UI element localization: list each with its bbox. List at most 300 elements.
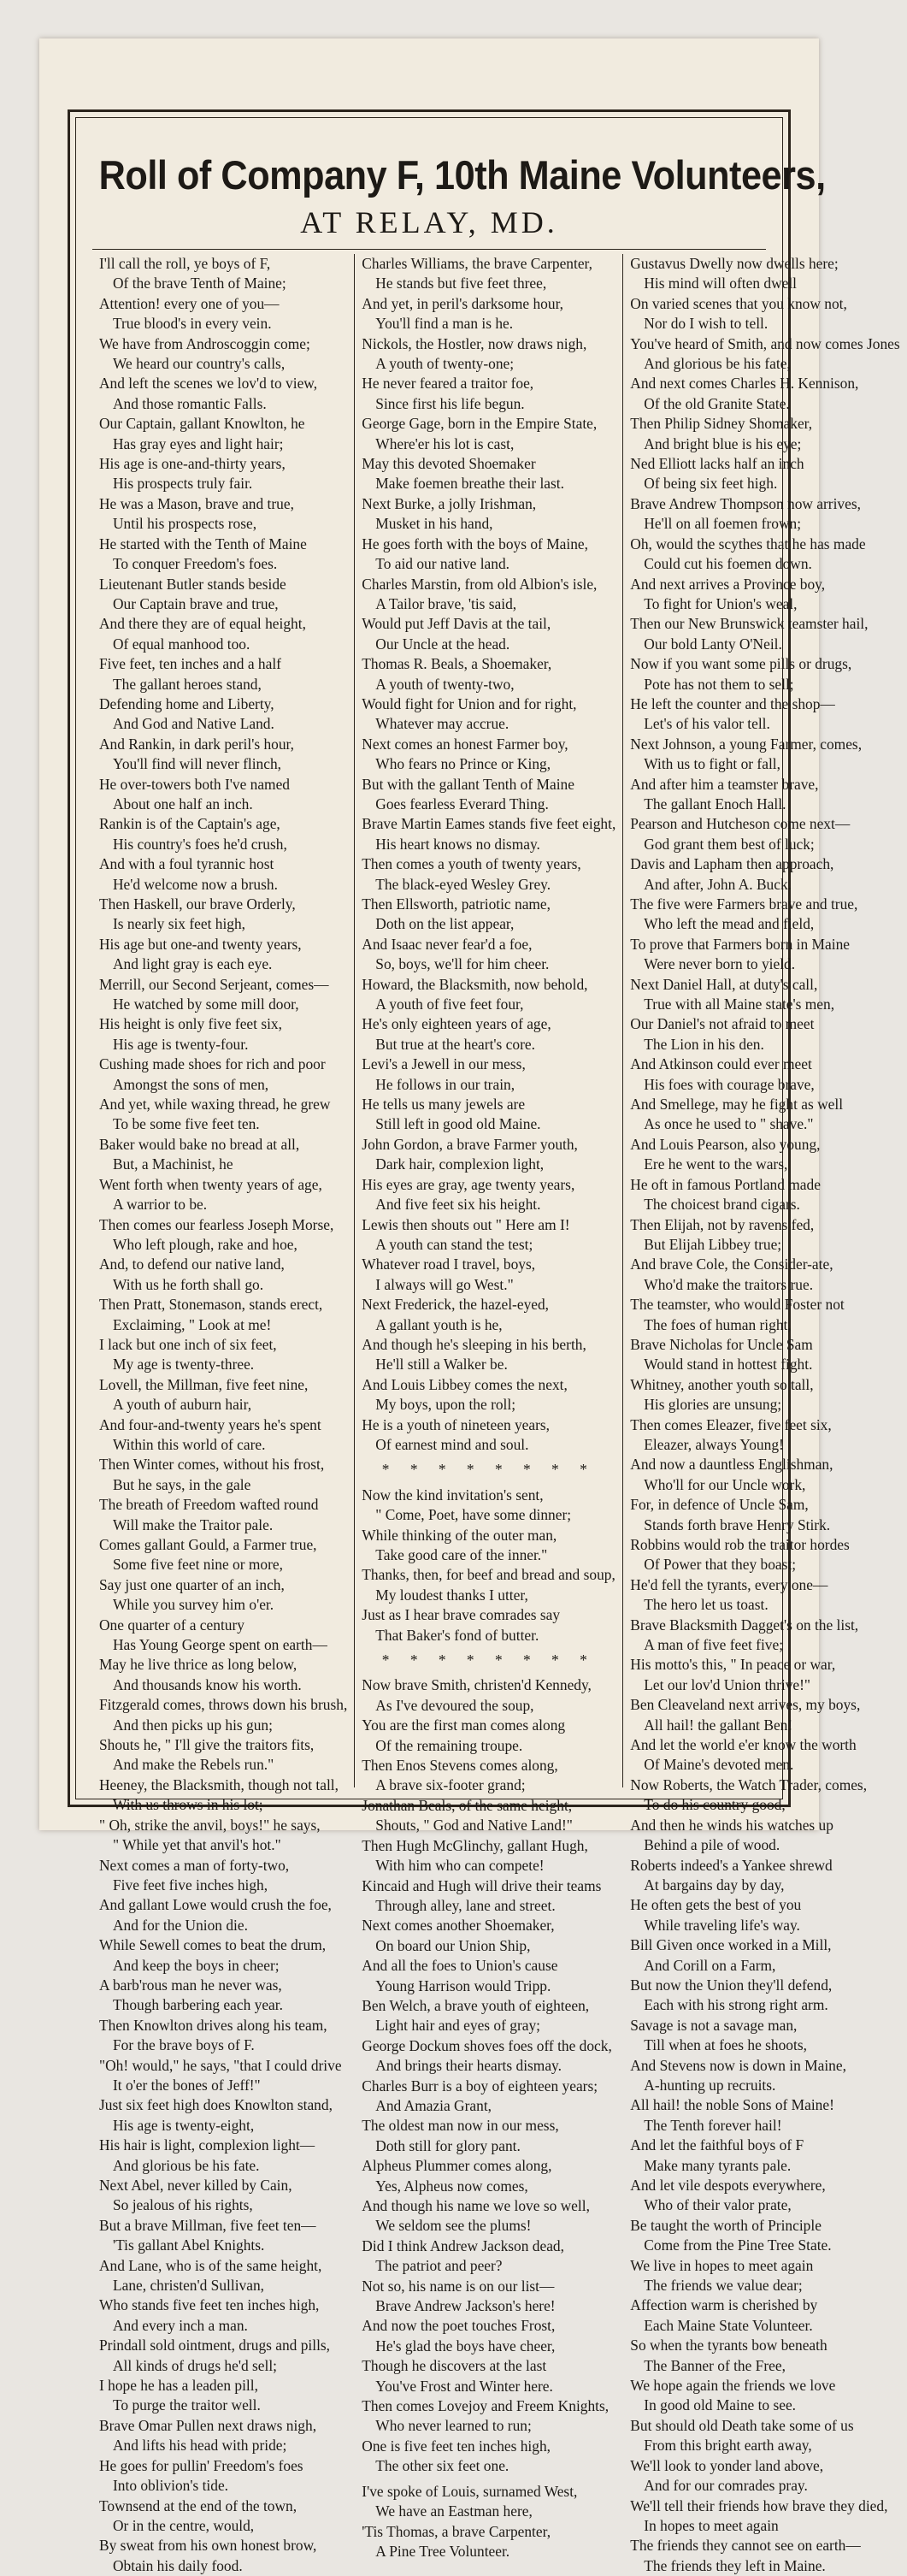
poem-line: Come from the Pine Tree State. xyxy=(644,2236,832,2254)
poem-line: Shouts he, " I'll give the traitors fits, xyxy=(99,1736,315,1754)
poem-line: He never feared a traitor foe, xyxy=(362,375,534,393)
poem-line: To fight for Union's weal, xyxy=(644,594,798,612)
poem-line: And though his name we love so well, xyxy=(362,2197,590,2214)
poem-line: Light hair and eyes of gray; xyxy=(375,2017,540,2035)
poem-line: So, boys, we'll for him cheer. xyxy=(375,955,550,973)
poem-line: Of being six feet high. xyxy=(644,475,778,493)
poem-line: Now brave Smith, christen'd Kennedy, xyxy=(362,1676,592,1694)
poem-line: And yet, in peril's darksome hour, xyxy=(362,294,564,312)
poem-line: The breath of Freedom wafted round xyxy=(99,1496,319,1514)
poem-line: But now the Union they'll defend, xyxy=(630,1976,833,1994)
section-divider-stars: * * * * * * * * xyxy=(381,1651,596,1669)
poem-line: Then Ellsworth, patriotic name, xyxy=(362,895,551,913)
poem-line: And Isaac never fear'd a foe, xyxy=(362,935,533,953)
poem-line: Nor do I wish to tell. xyxy=(644,315,769,333)
poem-line: Defending home and Liberty, xyxy=(99,694,274,712)
poem-line: The gallant heroes stand, xyxy=(113,675,262,693)
poem-line: The choicest brand cigars. xyxy=(644,1196,800,1214)
poem-line: Thanks, then, for beef and bread and soup, xyxy=(362,1566,615,1584)
poem-line: Our Captain brave and true, xyxy=(113,594,279,612)
poem-line: Brave Blacksmith Dagget's on the list, xyxy=(630,1616,859,1634)
poem-line: Or in the centre, would, xyxy=(113,2516,255,2534)
page-border xyxy=(68,109,900,2574)
poem-line: Though barbering each year. xyxy=(113,1996,283,2014)
poem-line: True blood's in every vein. xyxy=(113,315,272,333)
poem-line: He often gets the best of you xyxy=(630,1896,802,1914)
poem-line: Of Power that they boast; xyxy=(644,1556,797,1574)
poem-line: A man of five feet five; xyxy=(644,1636,784,1654)
poem-line: And for the Union die. xyxy=(113,1916,248,1934)
poem-line: But should old Death take some of us xyxy=(630,2416,854,2434)
poem-line: Let's of his valor tell. xyxy=(644,715,770,733)
poem-line: To aid our native land. xyxy=(375,555,509,573)
poem-line: A gallant youth is he, xyxy=(375,1315,503,1333)
poem-line: Of equal manhood too. xyxy=(113,635,250,653)
poem-line: But Elijah Libbey true; xyxy=(644,1235,782,1253)
poem-line: And let the faithful boys of F xyxy=(630,2136,804,2154)
poem-line: He left the counter and the shop— xyxy=(630,694,835,712)
poem-line: The teamster, who would Foster not xyxy=(630,1296,845,1314)
poem-line: We have from Androscoggin come; xyxy=(99,334,310,352)
poem-column-2 xyxy=(354,254,622,2560)
poem-line: A brave six-footer grand; xyxy=(375,1776,526,1794)
poem-line: We heard our country's calls, xyxy=(113,355,286,373)
poem-line: I always will go West." xyxy=(375,1275,514,1293)
poem-line: Bill Given once worked in a Mill, xyxy=(630,1936,832,1954)
poem-line: Comes gallant Gould, a Farmer true, xyxy=(99,1536,317,1553)
poem-line: Into oblivion's tide. xyxy=(113,2477,229,2495)
broadside-sheet xyxy=(39,38,900,2574)
poem-line: Savage is not a savage man, xyxy=(630,2016,798,2034)
poem-line: Merrill, our Second Serjeant, comes— xyxy=(99,975,329,993)
poem-line: Ben Welch, a brave youth of eighteen, xyxy=(362,1996,590,2014)
poem-line: Has gray eyes and light hair; xyxy=(113,434,284,452)
poem-line: 'Tis Thomas, a brave Carpenter, xyxy=(362,2522,551,2540)
poem-line: Rankin is of the Captain's age, xyxy=(99,815,280,833)
poem-line: His age is one-and-thirty years, xyxy=(99,455,286,473)
page-subtitle: AT RELAY, MD. xyxy=(300,205,558,239)
poem-line: As once he used to " shave." xyxy=(644,1115,814,1133)
poem-line: And God and Native Land. xyxy=(113,715,274,733)
poem-line: Then Knowlton drives along his team, xyxy=(99,2016,327,2034)
poem-line: I've spoke of Louis, surnamed West, xyxy=(362,2482,578,2500)
poem-line: We seldom see the plums! xyxy=(375,2217,532,2235)
poem-line: " Oh, strike the anvil, boys!" he says, xyxy=(99,1816,321,1834)
poem-line: All hail! the noble Sons of Maine! xyxy=(630,2096,834,2114)
poem-columns xyxy=(92,254,900,2574)
poem-line: We'll look to yonder land above, xyxy=(630,2456,824,2474)
poem-line: Charles Marstin, from old Albion's isle, xyxy=(362,575,598,593)
poem-line: At bargains day by day, xyxy=(644,1876,785,1894)
poem-line: Make many tyrants pale. xyxy=(644,2156,792,2174)
poem-line: His country's foes he'd crush, xyxy=(113,835,287,853)
poem-line: Lieutenant Butler stands beside xyxy=(99,575,286,593)
poem-line: I'll call the roll, ye boys of F, xyxy=(99,255,271,272)
poem-line: Doth on the list appear, xyxy=(375,915,515,933)
poem-line: But with the gallant Tenth of Maine xyxy=(362,775,574,793)
poem-line: Who left plough, rake and hoe, xyxy=(113,1235,297,1253)
poem-line: Brave Omar Pullen next draws nigh, xyxy=(99,2416,317,2434)
poem-line: He'll on all foemen frown; xyxy=(644,515,802,533)
poem-line: Who stands five feet ten inches high, xyxy=(99,2296,320,2314)
poem-line: And Louis Pearson, also young, xyxy=(630,1135,821,1153)
poem-line: Next Johnson, a young Farmer, comes, xyxy=(630,735,863,753)
poem-line: And let vile despots everywhere, xyxy=(630,2177,826,2194)
poem-line: Until his prospects rose, xyxy=(113,515,257,533)
poem-line: It o'er the bones of Jeff!" xyxy=(113,2076,261,2094)
poem-line: And next arrives a Province boy, xyxy=(630,575,826,593)
poem-line: Brave Andrew Jackson's here! xyxy=(375,2297,556,2315)
poem-line: Our Captain, gallant Knowlton, he xyxy=(99,415,305,433)
poem-line: To purge the traitor well. xyxy=(113,2396,261,2414)
poem-line: Then Elijah, not by ravens fed, xyxy=(630,1215,815,1233)
poem-line: George Gage, born in the Empire State, xyxy=(362,415,598,433)
poem-line: But, a Machinist, he xyxy=(113,1155,233,1173)
poem-line: With us throws in his lot; xyxy=(113,1796,263,1814)
poem-line: Brave Martin Eames stands five feet eight, xyxy=(362,815,616,833)
poem-line: He tells us many jewels are xyxy=(362,1096,526,1114)
poem-line: Of the old Granite State. xyxy=(644,394,790,412)
poem-line: All kinds of drugs he'd sell; xyxy=(113,2356,278,2374)
poem-line: Ned Elliott lacks half an inch xyxy=(630,455,804,473)
poem-line: Then our New Brunswick teamster hail, xyxy=(630,615,869,633)
poem-line: Since first his life begun. xyxy=(375,394,525,412)
poem-line: From this bright earth away, xyxy=(644,2437,812,2455)
poem-line: Not so, his name is on our list— xyxy=(362,2277,555,2295)
poem-line: Through alley, lane and street. xyxy=(375,1896,556,1914)
poem-line: And make the Rebels run." xyxy=(113,1756,274,1774)
poem-line: And Amazia Grant, xyxy=(375,2096,492,2114)
poem-line: And then he winds his watches up xyxy=(630,1816,833,1834)
poem-line: Then Philip Sidney Shomaker, xyxy=(630,415,813,433)
poem-line: Each Maine State Volunteer. xyxy=(644,2316,813,2334)
poem-line: Of earnest mind and soul. xyxy=(375,1435,529,1453)
poem-line: Then Haskell, our brave Orderly, xyxy=(99,895,296,913)
poem-line: And gallant Lowe would crush the foe, xyxy=(99,1896,332,1914)
poem-line: By sweat from his own honest brow, xyxy=(99,2537,317,2555)
poem-line: Musket in his hand, xyxy=(375,515,493,533)
poem-line: With him who can compete! xyxy=(375,1857,545,1875)
poem-line: That Baker's fond of butter. xyxy=(375,1626,539,1644)
poem-line: Who fears no Prince or King, xyxy=(375,755,551,773)
poem-line: 'Tis gallant Abel Knights. xyxy=(113,2236,265,2254)
poem-line: Each with his strong right arm. xyxy=(644,1996,828,2014)
poem-line: The Lion in his den. xyxy=(644,1035,764,1053)
poem-line: Still left in good old Maine. xyxy=(375,1115,541,1133)
poem-line: And brings their hearts dismay. xyxy=(375,2057,562,2075)
poem-line: We live in hopes to meet again xyxy=(630,2256,814,2274)
poem-line: Who'll for our Uncle work, xyxy=(644,1475,806,1493)
poem-line: May he live thrice as long below, xyxy=(99,1656,297,1674)
poem-line: He watched by some mill door, xyxy=(113,996,299,1013)
poem-line: You'll find will never flinch, xyxy=(113,755,281,773)
poem-line: The foes of human right, xyxy=(644,1315,792,1333)
poem-column-1 xyxy=(92,254,354,2574)
poem-line: Roberts indeed's a Yankee shrewd xyxy=(630,1856,833,1874)
poem-line: His age but one-and twenty years, xyxy=(99,935,302,953)
poem-line: Next Frederick, the hazel-eyed, xyxy=(362,1296,550,1314)
poem-line: The Banner of the Free, xyxy=(644,2356,786,2374)
poem-line: And there they are of equal height, xyxy=(99,615,306,633)
poem-line: The five were Farmers brave and true, xyxy=(630,895,858,913)
poem-line: Five feet five inches high, xyxy=(113,1876,268,1894)
poem-line: Exclaiming, " Look at me! xyxy=(113,1315,272,1333)
poem-line: Townsend at the end of the town, xyxy=(99,2496,297,2514)
poem-line: And glorious be his fate, xyxy=(644,355,791,373)
poem-line: Who never learned to run; xyxy=(375,2417,532,2435)
poem-line: And, to defend our native land, xyxy=(99,1256,285,1273)
poem-line: He follows in our train, xyxy=(375,1075,515,1093)
poem-line: Pote has not them to sell; xyxy=(644,675,794,693)
poem-line: The friends they left in Maine. xyxy=(644,2556,826,2574)
poem-line: And brave Cole, the Consider-ate, xyxy=(630,1256,833,1273)
poem-line: Then Hugh McGlinchy, gallant Hugh, xyxy=(362,1836,588,1854)
poem-line: Yes, Alpheus now comes, xyxy=(375,2177,528,2195)
poem-line: To prove that Farmers born in Maine xyxy=(630,935,850,953)
poem-line: And left the scenes we lov'd to view, xyxy=(99,375,318,393)
poem-line: Stands forth brave Henry Stirk. xyxy=(644,1515,831,1533)
poem-line: Shouts, " God and Native Land!" xyxy=(375,1817,573,1835)
poem-line: Went forth when twenty years of age, xyxy=(99,1175,322,1193)
poem-line: The oldest man now in our mess, xyxy=(362,2117,559,2135)
poem-line: He'd fell the tyrants, every one— xyxy=(630,1575,828,1593)
poem-line: Levi's a Jewell in our mess, xyxy=(362,1055,526,1073)
poem-line: Obtain his daily food. xyxy=(113,2556,243,2574)
poem-line: Brave Andrew Thompson now arrives, xyxy=(630,494,861,512)
poem-line: Now Roberts, the Watch Trader, comes, xyxy=(630,1775,868,1793)
poem-line: Within this world of care. xyxy=(113,1435,266,1453)
poem-line: Howard, the Blacksmith, now behold, xyxy=(362,975,588,993)
poem-line: And Corill on a Farm, xyxy=(644,1956,776,1974)
poem-line: His mind will often dwell xyxy=(644,275,798,292)
poem-line: With us to fight or fall, xyxy=(644,755,780,773)
poem-line: Doth still for glory pant. xyxy=(375,2136,521,2154)
poem-line: My boys, upon the roll; xyxy=(375,1396,516,1414)
poem-line: A warrior to be. xyxy=(113,1196,208,1214)
poem-line: I lack but one inch of six feet, xyxy=(99,1335,277,1353)
poem-line: Kincaid and Hugh will drive their teams xyxy=(362,1876,602,1894)
poem-line: Gustavus Dwelly now dwells here; xyxy=(630,255,839,272)
poem-line: A-hunting up recruits. xyxy=(644,2076,776,2094)
poem-line: Will make the Traitor pale. xyxy=(113,1515,274,1533)
poem-line: Then Pratt, Stonemason, stands erect, xyxy=(99,1296,323,1314)
poem-line: He goes forth with the boys of Maine, xyxy=(362,535,588,552)
poem-line: His eyes are gray, age twenty years, xyxy=(362,1175,575,1193)
poem-line: He over-towers both I've named xyxy=(99,775,290,793)
poem-line: My loudest thanks I utter, xyxy=(375,1586,528,1604)
poem-line: And though he's sleeping in his berth, xyxy=(362,1335,586,1353)
poem-line: Then Enos Stevens comes along, xyxy=(362,1757,558,1775)
poem-line: Now the kind invitation's sent, xyxy=(362,1486,544,1504)
poem-line: Let our lov'd Union thrive!" xyxy=(644,1675,811,1693)
poem-line: The friends they cannot see on earth— xyxy=(630,2537,861,2555)
poem-line: To do his country good, xyxy=(644,1796,786,1814)
poem-line: In hopes to meet again xyxy=(644,2516,779,2534)
poem-line: A Pine Tree Volunteer. xyxy=(375,2542,510,2560)
poem-line: Five feet, ten inches and a half xyxy=(99,655,281,673)
poem-line: To be some five feet ten. xyxy=(113,1115,260,1133)
poem-line: While you survey him o'er. xyxy=(113,1596,274,1614)
poem-line: Who left the mead and field, xyxy=(644,915,815,933)
poem-line: And let the world e'er know the worth xyxy=(630,1736,857,1754)
poem-line: And keep the boys in cheer; xyxy=(113,1956,280,1974)
poem-line: Where'er his lot is cast, xyxy=(375,434,515,452)
poem-line: And Rankin, in dark peril's hour, xyxy=(99,735,294,753)
poem-line: Of the remaining troupe. xyxy=(375,1736,523,1754)
poem-line: The Tenth forever hail! xyxy=(644,2116,782,2134)
poem-line: Next comes an honest Farmer boy, xyxy=(362,735,568,753)
poem-line: You'll find a man is he. xyxy=(375,315,514,333)
poem-line: Our Daniel's not afraid to meet xyxy=(630,1015,815,1033)
poem-line: Has Young George spent on earth— xyxy=(113,1636,327,1654)
poem-line: And bright blue is his eye; xyxy=(644,434,802,452)
poem-line: And five feet six his height. xyxy=(375,1196,541,1214)
poem-line: While Sewell comes to beat the drum, xyxy=(99,1936,327,1954)
title-divider xyxy=(92,249,766,250)
poem-line: While thinking of the outer man, xyxy=(362,1526,557,1544)
poem-line: Just as I hear brave comrades say xyxy=(362,1606,561,1624)
poem-line: Charles Williams, the brave Carpenter, xyxy=(362,255,592,272)
poem-line: A youth of auburn hair, xyxy=(113,1396,252,1414)
poem-line: Baker would bake no bread at all, xyxy=(99,1135,300,1153)
poem-line: Who of their valor prate, xyxy=(644,2196,792,2214)
poem-line: Whitney, another youth so tall, xyxy=(630,1375,814,1393)
poem-line: Davis and Lapham then approach, xyxy=(630,855,834,873)
poem-line: Charles Burr is a boy of eighteen years; xyxy=(362,2077,598,2094)
poem-line: His hair is light, complexion light— xyxy=(99,2136,315,2154)
poem-line: The gallant Enoch Hall. xyxy=(644,795,786,812)
poem-line: Whatever may accrue. xyxy=(375,715,509,733)
poem-line: You've Frost and Winter here. xyxy=(375,2377,553,2395)
poem-line: His age is twenty-eight, xyxy=(113,2116,255,2134)
poem-line: Would stand in hottest fight. xyxy=(644,1356,813,1374)
poem-line: So when the tyrants bow beneath xyxy=(630,2337,827,2354)
poem-line: He'd welcome now a brush. xyxy=(113,875,278,893)
poem-line: On varied scenes that you know not, xyxy=(630,294,847,312)
poem-line: And after him a teamster brave, xyxy=(630,775,819,793)
poem-line: Thomas R. Beals, a Shoemaker, xyxy=(362,655,552,673)
poem-line: " Come, Poet, have some dinner; xyxy=(375,1506,572,1524)
poem-line: He'll still a Walker be. xyxy=(375,1356,508,1374)
poem-line: Then Winter comes, without his frost, xyxy=(99,1456,325,1474)
poem-line: We have an Eastman here, xyxy=(375,2502,533,2520)
poem-line: John Gordon, a brave Farmer youth, xyxy=(362,1135,578,1153)
poem-line: God grant them best of luck; xyxy=(644,835,815,853)
section-divider-stars: * * * * * * * * xyxy=(381,1461,596,1479)
poem-line: A barb'rous man he never was, xyxy=(99,1976,282,1994)
poem-line: Behind a pile of wood. xyxy=(644,1836,780,1854)
poem-line: Then comes a youth of twenty years, xyxy=(362,855,581,873)
poem-line: And then picks up his gun; xyxy=(113,1716,273,1734)
poem-line: Would put Jeff Davis at the tail, xyxy=(362,615,551,633)
poem-line: As I've devoured the soup, xyxy=(375,1696,534,1714)
poem-line: Pearson and Hutcheson come next— xyxy=(630,815,851,833)
poem-line: His age is twenty-four. xyxy=(113,1035,249,1053)
poem-line: Could cut his foemen down. xyxy=(644,555,812,573)
poem-line: He stands but five feet three, xyxy=(375,275,547,292)
poem-line: Jonathan Beals, of the same height, xyxy=(362,1796,573,1814)
poem-line: In good old Maine to see. xyxy=(644,2396,797,2414)
poem-line: He oft in famous Portland made xyxy=(630,1175,821,1193)
poem-line: His height is only five feet six, xyxy=(99,1015,282,1033)
poem-line: And every inch a man. xyxy=(113,2316,248,2334)
poem-line: The friends we value dear; xyxy=(644,2277,803,2295)
poem-line: To conquer Freedom's foes. xyxy=(113,555,278,573)
poem-line: He started with the Tenth of Maine xyxy=(99,535,307,552)
poem-line: Ben Cleaveland next arrives, my boys, xyxy=(630,1696,861,1714)
poem-line: With us he forth shall go. xyxy=(113,1275,264,1293)
poem-line: Brave Nicholas for Uncle Sam xyxy=(630,1335,813,1353)
poem-line: Say just one quarter of an inch, xyxy=(99,1575,285,1593)
poem-line: His foes with courage brave, xyxy=(644,1075,815,1093)
poem-line: I hope he has a leaden pill, xyxy=(99,2377,258,2395)
poem-line: Then comes Eleazer, five feet six, xyxy=(630,1415,832,1433)
poem-line: And Louis Libbey comes the next, xyxy=(362,1375,568,1393)
poem-line: Dark hair, complexion light, xyxy=(375,1155,545,1173)
poem-line: Goes fearless Everard Thing. xyxy=(375,795,549,812)
poem-line: Oh, would the scythes that he has made xyxy=(630,535,866,552)
poem-line: Some five feet nine or more, xyxy=(113,1556,283,1574)
poem-line: " While yet that anvil's hot." xyxy=(113,1836,281,1854)
poem-line: And thousands know his worth. xyxy=(113,1675,302,1693)
poem-line: Alpheus Plummer comes along, xyxy=(362,2157,552,2175)
poem-line: We'll tell their friends how brave they died, xyxy=(630,2496,888,2514)
poem-line: Be taught the worth of Principle xyxy=(630,2216,822,2234)
poem-line: And for our comrades pray. xyxy=(644,2477,808,2495)
poem-line: Attention! every one of you— xyxy=(99,294,280,312)
poem-line: Whatever road I travel, boys, xyxy=(362,1256,536,1273)
poem-line: Our Uncle at the head. xyxy=(375,635,510,653)
poem-line: Of Maine's devoted men. xyxy=(644,1756,794,1774)
poem-line: A youth of twenty-two, xyxy=(375,675,515,693)
poem-line: And Lane, who is of the same height, xyxy=(99,2256,322,2274)
poem-line: George Dockum shoves foes off the dock, xyxy=(362,2036,612,2054)
poem-line: And next comes Charles H. Kennison, xyxy=(630,375,859,393)
poem-line: And with a foul tyrannic host xyxy=(99,855,274,873)
poem-line: Next Abel, never killed by Cain, xyxy=(99,2177,292,2194)
poem-line: And yet, while waxing thread, he grew xyxy=(99,1096,331,1114)
poem-line: And after, John A. Buck. xyxy=(644,875,792,893)
poem-line: Next Daniel Hall, at duty's call, xyxy=(630,975,818,993)
poem-line: While traveling life's way. xyxy=(644,1916,800,1934)
poem-line: And four-and-twenty years he's spent xyxy=(99,1415,321,1433)
poem-line: Nickols, the Hostler, now draws nigh, xyxy=(362,334,587,352)
poem-line: He's glad the boys have cheer, xyxy=(375,2337,556,2354)
poem-line: The other six feet one. xyxy=(375,2457,509,2475)
poem-line: Lewis then shouts out " Here am I! xyxy=(362,1215,570,1233)
poem-line: Affection warm is cherished by xyxy=(630,2296,818,2314)
poem-line: A Tailor brave, 'tis said, xyxy=(375,594,517,612)
poem-line: Next Burke, a jolly Irishman, xyxy=(362,494,537,512)
poem-line: Of the brave Tenth of Maine; xyxy=(113,275,286,292)
poem-line: You are the first man comes along xyxy=(362,1716,566,1734)
poem-line: We hope again the friends we love xyxy=(630,2377,836,2395)
poem-line: For the brave boys of F. xyxy=(113,2036,255,2054)
poem-line: Ere he went to the wars, xyxy=(644,1155,788,1173)
poem-line: Take good care of the inner." xyxy=(375,1546,548,1563)
poem-line: He's only eighteen years of age, xyxy=(362,1015,551,1033)
poem-line: Lovell, the Millman, five feet nine, xyxy=(99,1375,309,1393)
poem-line: The patriot and peer? xyxy=(375,2257,503,2275)
poem-line: Robbins would rob the traitor hordes xyxy=(630,1536,850,1553)
poem-line: Till when at foes he shoots, xyxy=(644,2036,807,2054)
poem-line: Then comes our fearless Joseph Morse, xyxy=(99,1215,334,1233)
poem-line: May this devoted Shoemaker xyxy=(362,455,536,473)
poem-line: But a brave Millman, five feet ten— xyxy=(99,2216,316,2234)
poem-line: Cushing made shoes for rich and poor xyxy=(99,1055,326,1073)
poem-line: But true at the heart's core. xyxy=(375,1035,535,1053)
poem-line: Heeney, the Blacksmith, though not tall, xyxy=(99,1775,339,1793)
